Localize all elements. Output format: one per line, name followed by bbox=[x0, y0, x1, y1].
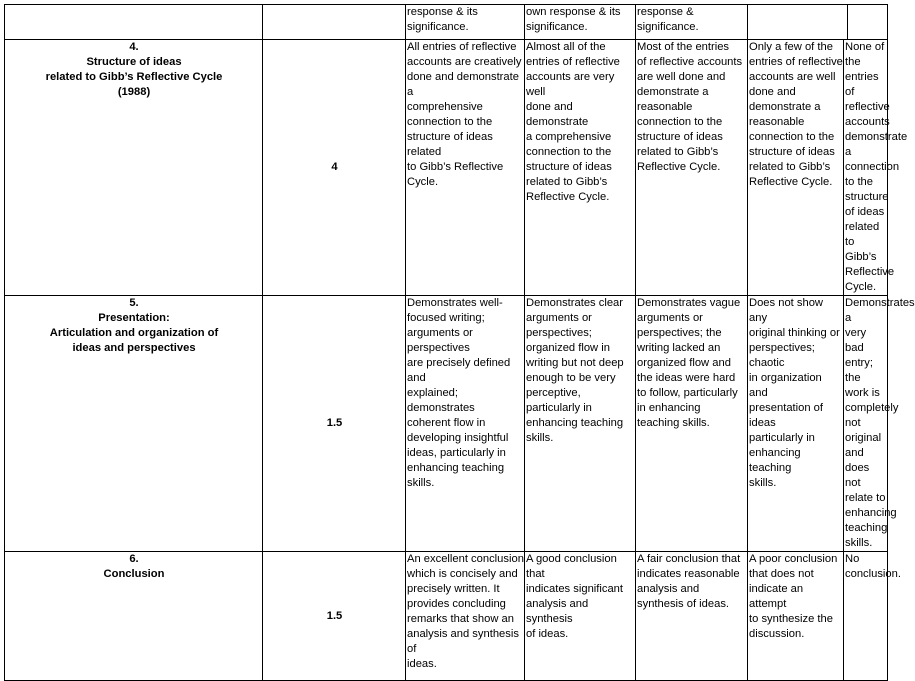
level-3-descriptor: Demonstrates vague arguments or perspectives; the writing lacked an organized flow and the ideas were hard to follow, particularly in enhancing teaching skills. bbox=[636, 296, 748, 552]
level-3-descriptor: A fair conclusion that indicates reasonable analysis and synthesis of ideas. bbox=[636, 552, 748, 681]
criterion-number: 6. bbox=[129, 553, 139, 565]
criterion-cell bbox=[5, 5, 263, 40]
weight-value: 4 bbox=[263, 40, 406, 296]
level-4-descriptor: Only a few of the entries of reflective accounts are well done and demonstrate a reasonable connection to the structure of ideas related to Gibb’s Reflective Cycle. bbox=[748, 40, 844, 296]
criterion-title-line: ideas and perspectives bbox=[72, 342, 196, 354]
criterion-title-line: related to Gibb’s Reflective Cycle bbox=[45, 71, 223, 83]
weight-cell bbox=[263, 5, 406, 40]
level-4-cell: response & significance. bbox=[636, 5, 748, 40]
level-3-descriptor: Most of the entries of reflective accounts are well done and demonstrate a reasonable connection to the structure of ideas related to Gibb’s Reflective Cycle. bbox=[636, 40, 748, 296]
criterion-title-cell bbox=[5, 552, 263, 681]
level-2-cell: response & its significance. bbox=[406, 5, 525, 40]
rubric-table bbox=[4, 4, 915, 681]
weight-value: 1.5 bbox=[263, 296, 406, 552]
level-5-descriptor: Demonstrates a very bad entry; the work is completely not original and does not relate to enhancing teaching skills. bbox=[844, 296, 888, 552]
criterion-row-4 bbox=[5, 40, 888, 296]
criterion-title-line: Presentation: bbox=[98, 312, 170, 324]
criterion-title-line: Structure of ideas bbox=[86, 56, 182, 68]
level-1-descriptor: An excellent conclusion which is concisely and precisely written. It provides concluding remarks that show an analysis and synthesis of ideas. bbox=[406, 552, 525, 681]
level-3-cell: own response & its significance. bbox=[525, 5, 636, 40]
level-2-descriptor: Almost all of the entries of reflective accounts are very well done and demonstrate a comprehensive connection to the structure of ideas related to Gibb’s Reflective Cycle. bbox=[525, 40, 636, 296]
weight-value: 1.5 bbox=[263, 552, 406, 681]
level-2-descriptor: A good conclusion that indicates significant analysis and synthesis of ideas. bbox=[525, 552, 636, 681]
criterion-row-6 bbox=[5, 552, 888, 681]
level-1-descriptor: All entries of reflective accounts are creatively done and demonstrate a comprehensive connection to the structure of ideas related to Gibb’s Reflective Cycle. bbox=[406, 40, 525, 296]
level-4-descriptor: Does not show any original thinking or perspectives; chaotic in organization and presentation of ideas particularly in enhancing teaching skills. bbox=[748, 296, 844, 552]
level-5-cell bbox=[748, 5, 848, 40]
partial-top-row bbox=[5, 5, 888, 40]
score-cell bbox=[848, 5, 888, 40]
criterion-title-cell bbox=[5, 40, 263, 296]
level-4-descriptor: A poor conclusion that does not indicate an attempt to synthesize the discussion. bbox=[748, 552, 844, 681]
level-5-descriptor: None of the entries of reflective accounts demonstrate a connection to the structure of ideas related to Gibb’s Reflective Cycle. bbox=[844, 40, 888, 296]
criterion-number: 5. bbox=[129, 297, 139, 309]
level-1-descriptor: Demonstrates well- focused writing; arguments or perspectives are precisely defined and explained; demonstrates coherent flow in developing insightful ideas, particularly in enhancing teaching skills. bbox=[406, 296, 525, 552]
criterion-number: 4. bbox=[129, 41, 139, 53]
level-5-descriptor: No conclusion. bbox=[844, 552, 888, 681]
criterion-title-line: Articulation and organization of bbox=[49, 327, 219, 339]
criterion-title-line: Conclusion bbox=[103, 568, 165, 580]
criterion-title-cell bbox=[5, 296, 263, 552]
level-2-descriptor: Demonstrates clear arguments or perspectives; organized flow in writing but not deep enough to be very perceptive, particularly in enhancing teaching skills. bbox=[525, 296, 636, 552]
criterion-row-5 bbox=[5, 296, 888, 552]
criterion-title-line: (1988) bbox=[117, 86, 151, 98]
